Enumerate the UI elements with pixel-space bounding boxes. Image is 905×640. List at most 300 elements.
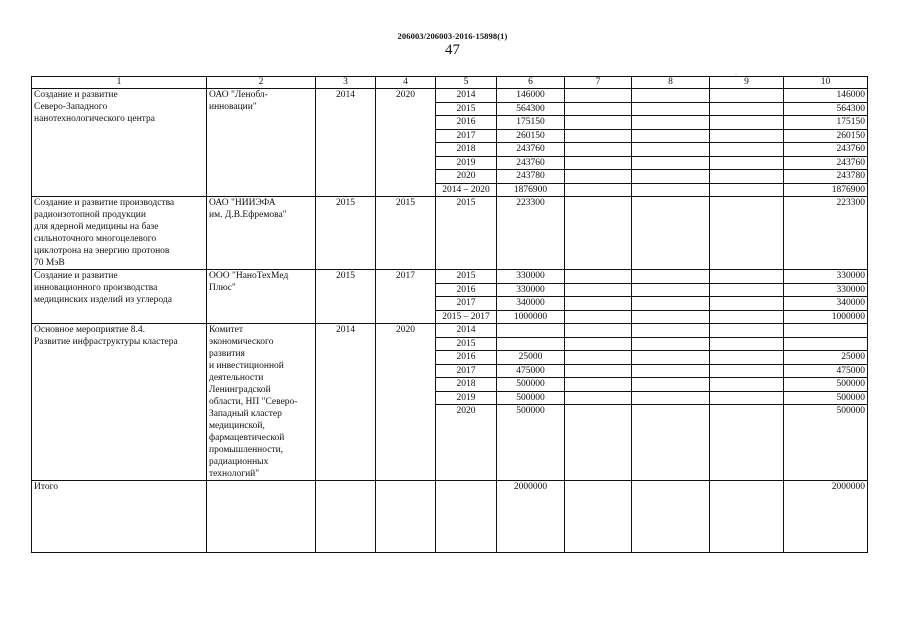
blank-list-9-cell bbox=[710, 324, 783, 337]
blank-list-9-row bbox=[710, 143, 783, 157]
blank-list-8-row bbox=[632, 143, 709, 157]
measure-name: Создание и развитие Северо-Западного нанотехнологического центра bbox=[32, 89, 207, 197]
amount-list-6 bbox=[497, 324, 564, 418]
year-list-cell: 2014 bbox=[456, 325, 476, 335]
amount-list-6-cell: 146000 bbox=[516, 90, 545, 100]
amount-list-10-cell: 330000 bbox=[784, 283, 867, 297]
amount-list-6-cell: 330000 bbox=[516, 271, 545, 281]
year-list-cell: 2016 bbox=[436, 283, 496, 297]
blank-list-8-row bbox=[632, 183, 709, 196]
year-list-cell: 2017 bbox=[436, 129, 496, 143]
amount-list-6 bbox=[497, 197, 564, 210]
year-list-cell: 2014 bbox=[456, 90, 476, 100]
amount-list-6-row bbox=[497, 129, 564, 143]
year-list-row bbox=[436, 102, 496, 116]
header-col-10: 10 bbox=[784, 77, 868, 89]
amount-list-10-row bbox=[784, 378, 867, 392]
amount-list-6-row bbox=[497, 89, 564, 102]
year-list-cell: 2015 – 2017 bbox=[436, 310, 496, 323]
year-list-row bbox=[436, 391, 496, 405]
end-year: 2015 bbox=[376, 197, 436, 270]
year-list-cell: 2015 bbox=[456, 271, 476, 281]
blank-list-8-row bbox=[632, 337, 709, 351]
amount-list-10-row bbox=[784, 89, 867, 102]
year-list bbox=[436, 324, 496, 418]
amount-list-10 bbox=[784, 89, 867, 196]
blank-list-8 bbox=[632, 89, 709, 196]
amount-list-10-row bbox=[784, 324, 867, 337]
col-9 bbox=[710, 324, 784, 481]
amount-list-10-row bbox=[784, 310, 867, 323]
amount-col-6 bbox=[497, 270, 565, 324]
year-list-cell: 2017 bbox=[436, 364, 496, 378]
year-list bbox=[436, 197, 496, 210]
blank-list-8-row bbox=[632, 405, 709, 418]
blank-list-8-cell bbox=[632, 156, 709, 170]
amount-list-10-cell: 564300 bbox=[784, 102, 867, 116]
blank-list-8-row bbox=[632, 351, 709, 365]
col-8 bbox=[632, 324, 710, 481]
blank-list-7-row bbox=[565, 270, 631, 283]
col-7 bbox=[565, 89, 632, 197]
total-col-7 bbox=[565, 481, 632, 553]
amount-list-6-row bbox=[497, 156, 564, 170]
blank-list-7-row bbox=[565, 156, 631, 170]
blank-list-7-row bbox=[565, 170, 631, 184]
year-list-row bbox=[436, 378, 496, 392]
blank-list-9-row bbox=[710, 405, 783, 418]
blank-list-7-row bbox=[565, 143, 631, 157]
amount-list-10 bbox=[784, 197, 867, 210]
total-col-10: 2000000 bbox=[784, 481, 868, 553]
blank-list-9-cell bbox=[710, 183, 783, 196]
blank-list-7-row bbox=[565, 378, 631, 392]
year-list-row bbox=[436, 156, 496, 170]
amount-list-6-cell: 564300 bbox=[497, 102, 564, 116]
amount-list-6-row bbox=[497, 378, 564, 392]
amount-list-6-row bbox=[497, 351, 564, 365]
header-row bbox=[32, 77, 868, 89]
blank-list-9-cell bbox=[710, 129, 783, 143]
blank-list-9-cell bbox=[710, 283, 783, 297]
blank-list-7-row bbox=[565, 129, 631, 143]
blank-list-9-row bbox=[710, 89, 783, 102]
year-list-row bbox=[436, 270, 496, 283]
amount-list-10-cell: 330000 bbox=[836, 271, 865, 281]
year-list-row bbox=[436, 143, 496, 157]
total-row bbox=[32, 481, 868, 553]
table-row bbox=[32, 89, 868, 197]
blank-list-8-row bbox=[632, 378, 709, 392]
blank-list-8-cell bbox=[632, 116, 709, 130]
blank-list-7-row bbox=[565, 116, 631, 130]
amount-list-6-cell: 500000 bbox=[497, 405, 564, 418]
blank-list-7-cell bbox=[565, 116, 631, 130]
amount-list-6-cell: 475000 bbox=[497, 364, 564, 378]
blank-list-9-row bbox=[710, 170, 783, 184]
amount-list-6-row bbox=[497, 116, 564, 130]
amount-col-6 bbox=[497, 197, 565, 270]
amount-list-6-row bbox=[497, 405, 564, 418]
blank-list-8-cell bbox=[632, 324, 709, 337]
amount-list-10-row bbox=[784, 170, 867, 184]
blank-list-7-cell bbox=[565, 270, 631, 283]
blank-list-7-cell bbox=[565, 324, 631, 337]
col-9 bbox=[710, 197, 784, 270]
amount-list-6-cell: 25000 bbox=[497, 351, 564, 365]
amount-list-6-cell bbox=[497, 337, 564, 351]
amount-list-6-row bbox=[497, 170, 564, 184]
header-col-8: 8 bbox=[632, 77, 710, 89]
amount-list-10-row bbox=[784, 116, 867, 130]
total-col-4 bbox=[376, 481, 436, 553]
col-8 bbox=[632, 89, 710, 197]
amount-list-10-row bbox=[784, 297, 867, 311]
blank-list-8-cell bbox=[632, 310, 709, 323]
blank-list-7-row bbox=[565, 351, 631, 365]
year-list-row bbox=[436, 283, 496, 297]
header-col-1: 1 bbox=[32, 77, 207, 89]
amount-list-10-cell: 243760 bbox=[784, 143, 867, 157]
col-9 bbox=[710, 89, 784, 197]
blank-list-8-cell bbox=[632, 405, 709, 418]
amount-list-10-cell: 500000 bbox=[784, 391, 867, 405]
blank-list-7-cell bbox=[565, 143, 631, 157]
amount-list-10-row bbox=[784, 283, 867, 297]
year-list-cell: 2015 bbox=[456, 198, 476, 208]
amount-list-6-cell: 260150 bbox=[497, 129, 564, 143]
blank-list-9-row bbox=[710, 297, 783, 311]
start-year: 2015 bbox=[316, 197, 376, 270]
blank-list-7-cell bbox=[565, 310, 631, 323]
blank-list-9-row bbox=[710, 102, 783, 116]
executor-name: ОАО "НИИЭФА им. Д.В.Ефремова" bbox=[207, 197, 316, 270]
end-year: 2017 bbox=[376, 270, 436, 324]
year-list-row bbox=[436, 116, 496, 130]
blank-list-9-cell bbox=[710, 351, 783, 365]
amount-list-6-row bbox=[497, 143, 564, 157]
col-8 bbox=[632, 197, 710, 270]
year-list-row bbox=[436, 183, 496, 196]
table-row bbox=[32, 270, 868, 324]
blank-list-9 bbox=[710, 270, 783, 323]
blank-list-8-row bbox=[632, 102, 709, 116]
blank-list-7-row bbox=[565, 283, 631, 297]
measure-name: Основное мероприятие 8.4. Развитие инфраструктуры кластера bbox=[32, 324, 207, 481]
blank-list-7-row bbox=[565, 310, 631, 323]
blank-list-8-cell bbox=[632, 351, 709, 365]
year-list-row bbox=[436, 337, 496, 351]
blank-list-9-cell bbox=[710, 170, 783, 184]
amount-list-6-cell: 243760 bbox=[497, 156, 564, 170]
blank-list-7-cell bbox=[565, 297, 631, 311]
amount-list-6-cell bbox=[497, 324, 564, 337]
blank-list-9 bbox=[710, 324, 783, 418]
blank-list-9-cell bbox=[710, 156, 783, 170]
amount-list-10-cell: 500000 bbox=[784, 378, 867, 392]
blank-list-8 bbox=[632, 324, 709, 418]
amount-list-6-row bbox=[497, 102, 564, 116]
blank-list-9-cell bbox=[710, 116, 783, 130]
total-col-2 bbox=[207, 481, 316, 553]
blank-list-7-cell bbox=[565, 364, 631, 378]
amount-list-10-row bbox=[784, 270, 867, 283]
blank-list-9-cell bbox=[710, 297, 783, 311]
amount-list-10-row bbox=[784, 102, 867, 116]
amount-col-10 bbox=[784, 197, 868, 270]
year-list-row bbox=[436, 324, 496, 337]
amount-list-10-row bbox=[784, 364, 867, 378]
blank-list-9-row bbox=[710, 351, 783, 365]
blank-list-8-row bbox=[632, 364, 709, 378]
amount-list-10-cell: 243780 bbox=[784, 170, 867, 184]
blank-list-7-row bbox=[565, 364, 631, 378]
blank-list-8-row bbox=[632, 297, 709, 311]
blank-list-7-cell bbox=[565, 283, 631, 297]
amount-list-6-row bbox=[497, 270, 564, 283]
total-col-9 bbox=[710, 481, 784, 553]
year-list-row bbox=[436, 364, 496, 378]
year-list-row bbox=[436, 129, 496, 143]
start-year: 2015 bbox=[316, 270, 376, 324]
blank-list-9-cell bbox=[710, 197, 783, 210]
blank-list-8-row bbox=[632, 170, 709, 184]
executor-name: ОАО "Ленобл- инновации" bbox=[207, 89, 316, 197]
blank-list-9-row bbox=[710, 116, 783, 130]
blank-list-7 bbox=[565, 270, 631, 323]
amount-list-10 bbox=[784, 324, 867, 418]
blank-list-8-row bbox=[632, 156, 709, 170]
amount-list-6-row bbox=[497, 391, 564, 405]
executor-name: Комитет экономического развития и инвестиционной деятельности Ленинградской области, НП "Северо- Западный кластер медицинской, фармацевтической промышленности, радиационных технологий" bbox=[207, 324, 316, 481]
year-list-row bbox=[436, 297, 496, 311]
blank-list-9-row bbox=[710, 324, 783, 337]
document-id: 206003/206003-2016-15898(1) bbox=[397, 31, 508, 41]
amount-list-10-row bbox=[784, 391, 867, 405]
amount-list-10-row bbox=[784, 156, 867, 170]
blank-list-8-cell bbox=[632, 391, 709, 405]
blank-list-9-cell bbox=[710, 405, 783, 418]
amount-list-10-cell: 1876900 bbox=[784, 183, 867, 196]
measure-name: Создание и развитие производства радиоизотопной продукции для ядерной медицины на базе сильноточного многоцелевого циклотрона на энергию протонов 70 МэВ bbox=[32, 197, 207, 270]
blank-list-7-row bbox=[565, 102, 631, 116]
blank-list-7-row bbox=[565, 183, 631, 196]
blank-list-9-cell bbox=[710, 391, 783, 405]
year-list-cell: 2015 bbox=[436, 337, 496, 351]
blank-list-7-row bbox=[565, 391, 631, 405]
amount-list-10-cell: 243760 bbox=[784, 156, 867, 170]
total-col-6: 2000000 bbox=[497, 481, 565, 553]
blank-list-8-row bbox=[632, 324, 709, 337]
amount-list-6-row bbox=[497, 310, 564, 323]
amount-list-6 bbox=[497, 89, 564, 196]
year-list-row bbox=[436, 89, 496, 102]
total-col-8 bbox=[632, 481, 710, 553]
blank-list-7-row bbox=[565, 337, 631, 351]
year-list-cell: 2018 bbox=[436, 143, 496, 157]
year-list-cell: 2015 bbox=[436, 102, 496, 116]
blank-list-7-cell bbox=[565, 391, 631, 405]
blank-list-9-row bbox=[710, 337, 783, 351]
measure-name: Создание и развитие инновационного производства медицинских изделий из углерода bbox=[32, 270, 207, 324]
blank-list-7-row bbox=[565, 324, 631, 337]
amount-list-6-cell: 1876900 bbox=[497, 183, 564, 196]
year-list-cell: 2020 bbox=[436, 405, 496, 418]
blank-list-7-cell bbox=[565, 378, 631, 392]
end-year: 2020 bbox=[376, 324, 436, 481]
amount-list-10-cell bbox=[784, 337, 867, 351]
header-col-2: 2 bbox=[207, 77, 316, 89]
blank-list-9-row bbox=[710, 156, 783, 170]
blank-list-7-row bbox=[565, 405, 631, 418]
amount-list-10-cell: 340000 bbox=[784, 297, 867, 311]
year-cell bbox=[436, 89, 497, 197]
year-list bbox=[436, 270, 496, 323]
amount-list-10-cell: 223300 bbox=[836, 198, 865, 208]
amount-col-6 bbox=[497, 89, 565, 197]
amount-list-6-row bbox=[497, 324, 564, 337]
col-8 bbox=[632, 270, 710, 324]
year-list-row bbox=[436, 310, 496, 323]
end-year: 2020 bbox=[376, 89, 436, 197]
amount-list-6-row bbox=[497, 197, 564, 210]
blank-list-8-cell bbox=[632, 143, 709, 157]
year-list-cell: 2019 bbox=[436, 156, 496, 170]
blank-list-7-cell bbox=[565, 183, 631, 196]
amount-list-10-row bbox=[784, 405, 867, 418]
blank-list-7-row bbox=[565, 297, 631, 311]
amount-list-6-row bbox=[497, 183, 564, 196]
blank-list-7 bbox=[565, 197, 631, 210]
amount-list-6-cell: 500000 bbox=[497, 378, 564, 392]
year-list-row bbox=[436, 170, 496, 184]
blank-list-7-cell bbox=[565, 337, 631, 351]
amount-list-10-cell: 25000 bbox=[784, 351, 867, 365]
header-col-6: 6 bbox=[497, 77, 565, 89]
blank-list-8-row bbox=[632, 310, 709, 323]
blank-list-7-cell bbox=[565, 197, 631, 210]
blank-list-7 bbox=[565, 324, 631, 418]
blank-list-7-cell bbox=[565, 170, 631, 184]
blank-list-8 bbox=[632, 270, 709, 323]
amount-list-10-row bbox=[784, 197, 867, 210]
year-cell bbox=[436, 270, 497, 324]
blank-list-9-row bbox=[710, 197, 783, 210]
blank-list-8 bbox=[632, 197, 709, 210]
blank-list-9-cell bbox=[710, 310, 783, 323]
amount-col-10 bbox=[784, 324, 868, 481]
amount-list-6-cell: 243760 bbox=[497, 143, 564, 157]
blank-list-7-row bbox=[565, 197, 631, 210]
amount-list-6-row bbox=[497, 297, 564, 311]
blank-list-8-cell bbox=[632, 270, 709, 283]
amount-list-6-row bbox=[497, 364, 564, 378]
year-cell bbox=[436, 324, 497, 481]
year-list-cell: 2019 bbox=[436, 391, 496, 405]
program-table bbox=[31, 76, 868, 553]
amount-list-10-cell: 1000000 bbox=[784, 310, 867, 323]
col-7 bbox=[565, 197, 632, 270]
amount-list-10-cell: 500000 bbox=[784, 405, 867, 418]
blank-list-7-cell bbox=[565, 405, 631, 418]
blank-list-7-cell bbox=[565, 351, 631, 365]
header-col-7: 7 bbox=[565, 77, 632, 89]
header-col-5: 5 bbox=[436, 77, 497, 89]
blank-list-8-cell bbox=[632, 129, 709, 143]
blank-list-7-row bbox=[565, 89, 631, 102]
blank-list-9-cell bbox=[710, 143, 783, 157]
col-9 bbox=[710, 270, 784, 324]
blank-list-8-cell bbox=[632, 378, 709, 392]
blank-list-8-cell bbox=[632, 89, 709, 102]
amount-list-10-row bbox=[784, 143, 867, 157]
blank-list-9-row bbox=[710, 310, 783, 323]
blank-list-9 bbox=[710, 89, 783, 196]
amount-list-6-cell: 500000 bbox=[497, 391, 564, 405]
header-col-9: 9 bbox=[710, 77, 784, 89]
page-number: 47 bbox=[445, 42, 460, 58]
blank-list-8-cell bbox=[632, 283, 709, 297]
col-7 bbox=[565, 270, 632, 324]
amount-list-6-row bbox=[497, 283, 564, 297]
blank-list-7 bbox=[565, 89, 631, 196]
blank-list-9-row bbox=[710, 391, 783, 405]
amount-list-6-cell: 340000 bbox=[497, 297, 564, 311]
blank-list-8-row bbox=[632, 283, 709, 297]
blank-list-9-cell bbox=[710, 378, 783, 392]
blank-list-7-cell bbox=[565, 102, 631, 116]
year-cell bbox=[436, 197, 497, 270]
blank-list-9-row bbox=[710, 183, 783, 196]
total-col-3 bbox=[316, 481, 376, 553]
amount-list-6-cell: 330000 bbox=[497, 283, 564, 297]
blank-list-9-cell bbox=[710, 102, 783, 116]
blank-list-9-row bbox=[710, 129, 783, 143]
total-label: Итого bbox=[32, 481, 207, 553]
amount-list-6-cell: 243780 bbox=[497, 170, 564, 184]
blank-list-9 bbox=[710, 197, 783, 210]
blank-list-9-cell bbox=[710, 364, 783, 378]
blank-list-8-cell bbox=[632, 297, 709, 311]
blank-list-9-cell bbox=[710, 337, 783, 351]
start-year: 2014 bbox=[316, 89, 376, 197]
amount-list-6-cell: 223300 bbox=[516, 198, 545, 208]
col-7 bbox=[565, 324, 632, 481]
blank-list-9-cell bbox=[710, 89, 783, 102]
amount-col-10 bbox=[784, 270, 868, 324]
year-list-cell: 2014 – 2020 bbox=[436, 183, 496, 196]
year-list-cell: 2016 bbox=[436, 116, 496, 130]
year-list-row bbox=[436, 197, 496, 210]
blank-list-8-row bbox=[632, 116, 709, 130]
blank-list-8-row bbox=[632, 197, 709, 210]
amount-list-10-row bbox=[784, 351, 867, 365]
amount-list-10-row bbox=[784, 183, 867, 196]
blank-list-9-cell bbox=[710, 270, 783, 283]
blank-list-9-row bbox=[710, 283, 783, 297]
blank-list-7-cell bbox=[565, 156, 631, 170]
amount-col-10 bbox=[784, 89, 868, 197]
blank-list-8-cell bbox=[632, 364, 709, 378]
blank-list-9-row bbox=[710, 378, 783, 392]
blank-list-8-row bbox=[632, 129, 709, 143]
amount-list-10-row bbox=[784, 129, 867, 143]
amount-list-10-cell: 146000 bbox=[836, 90, 865, 100]
year-list-row bbox=[436, 405, 496, 418]
blank-list-9-row bbox=[710, 364, 783, 378]
blank-list-8-cell bbox=[632, 183, 709, 196]
year-list-cell: 2018 bbox=[436, 378, 496, 392]
